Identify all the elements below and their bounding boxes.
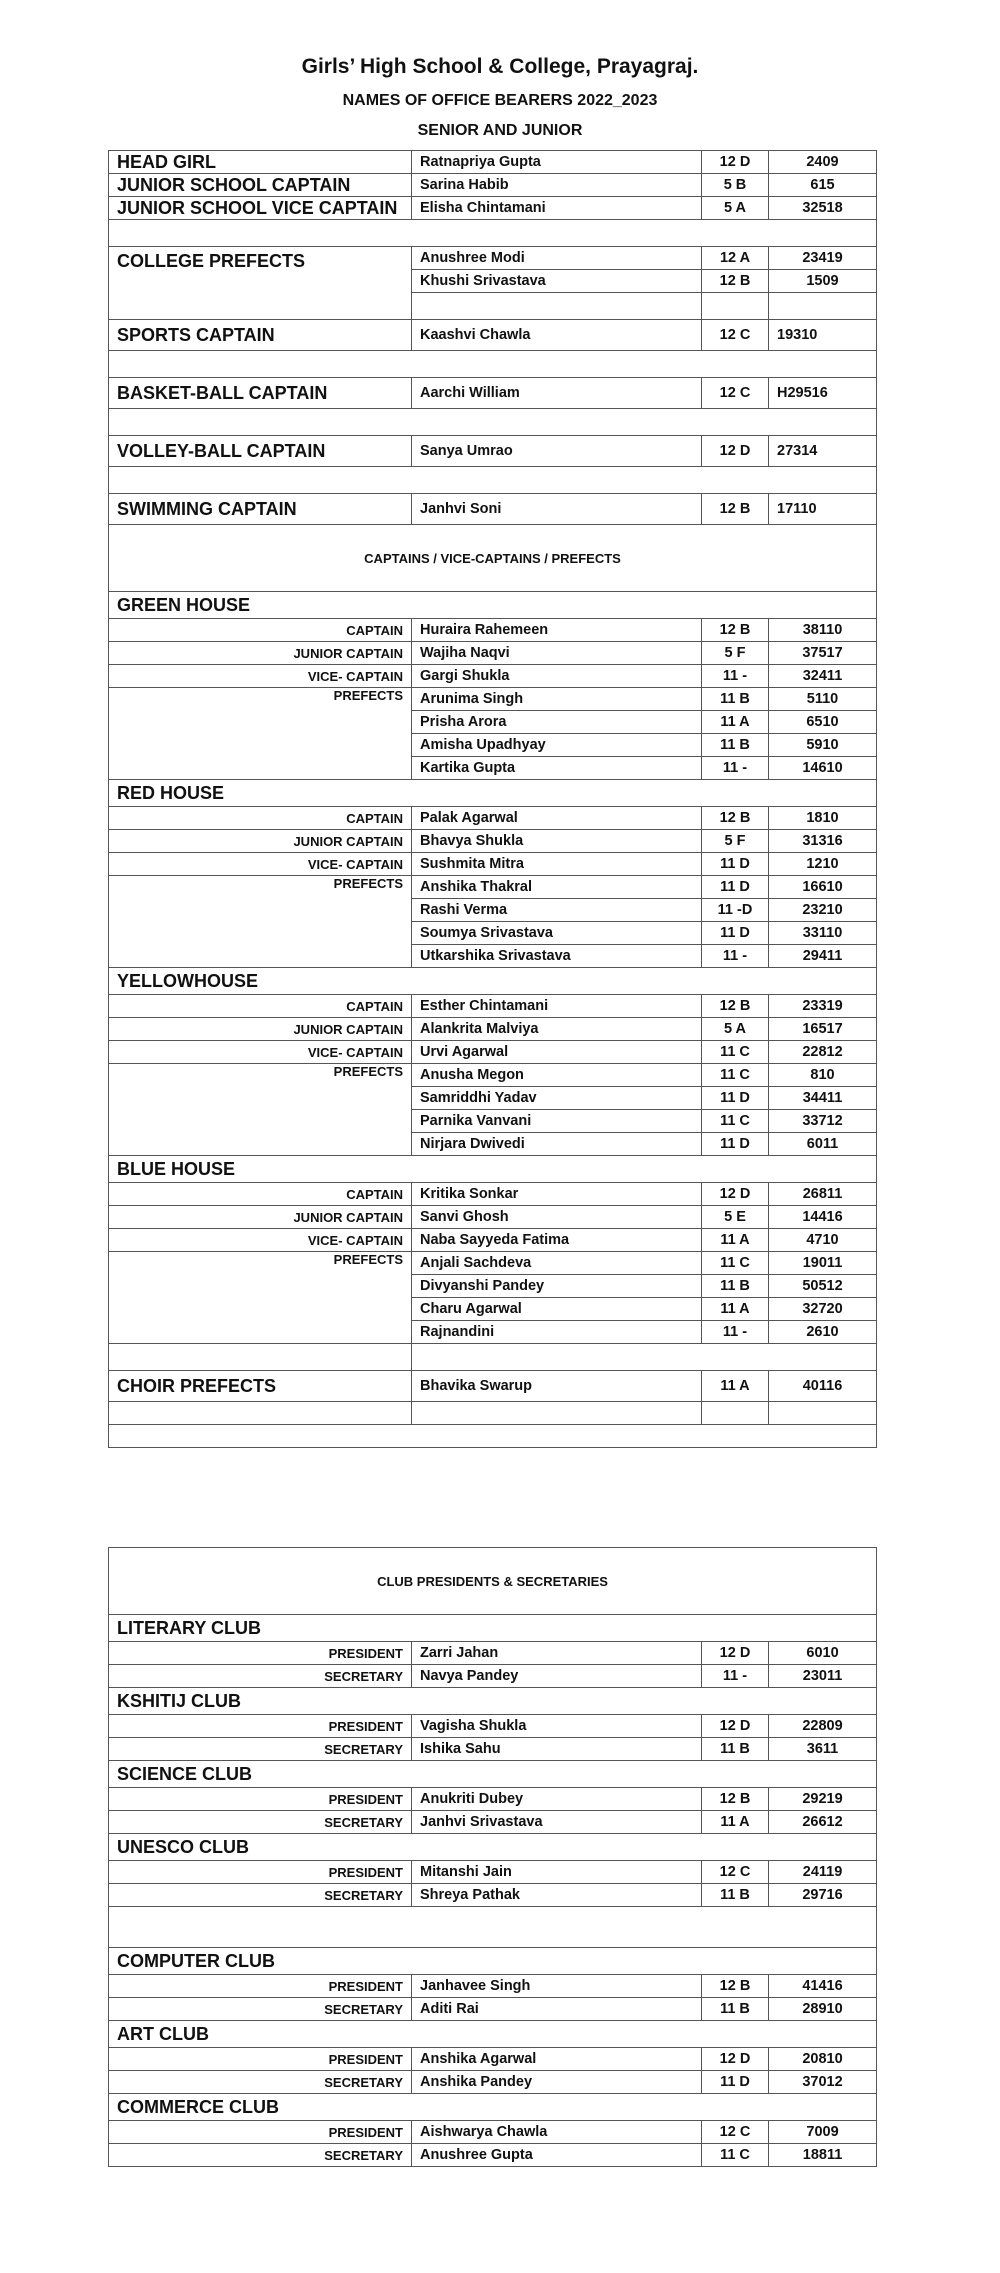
post-label: COLLEGE PREFECTS bbox=[109, 247, 412, 320]
role-label: JUNIOR CAPTAIN bbox=[109, 642, 412, 665]
student-id: 23319 bbox=[769, 995, 877, 1018]
student-name: Janhavee Singh bbox=[412, 1975, 702, 1998]
student-class: 11 D bbox=[702, 876, 769, 899]
role-label: JUNIOR CAPTAIN bbox=[109, 1018, 412, 1041]
student-class: 11 - bbox=[702, 1321, 769, 1344]
role-label: JUNIOR CAPTAIN bbox=[109, 1206, 412, 1229]
table-row bbox=[109, 1642, 877, 1665]
student-name: Divyanshi Pandey bbox=[412, 1275, 702, 1298]
post-label: VOLLEY-BALL CAPTAIN bbox=[109, 436, 412, 467]
student-class: 11 A bbox=[702, 1229, 769, 1252]
club-name: COMPUTER CLUB bbox=[109, 1948, 877, 1975]
student-id: 5910 bbox=[769, 734, 877, 757]
student-class: 12 B bbox=[702, 995, 769, 1018]
student-name: Parnika Vanvani bbox=[412, 1110, 702, 1133]
role-label: PRESIDENT bbox=[109, 2048, 412, 2071]
student-id: H29516 bbox=[769, 378, 877, 409]
role-label: JUNIOR CAPTAIN bbox=[109, 830, 412, 853]
student-class: 5 A bbox=[702, 1018, 769, 1041]
spacer-row bbox=[109, 1907, 877, 1948]
table-row bbox=[109, 1861, 877, 1884]
section-title: SENIOR AND JUNIOR bbox=[417, 122, 583, 139]
student-name: Soumya Srivastava bbox=[412, 922, 702, 945]
role-label: SECRETARY bbox=[109, 1811, 412, 1834]
house-heading-row bbox=[109, 968, 877, 995]
student-id: 23210 bbox=[769, 899, 877, 922]
post-label: BASKET-BALL CAPTAIN bbox=[109, 378, 412, 409]
club-heading-row bbox=[109, 1948, 877, 1975]
post-label: JUNIOR SCHOOL CAPTAIN bbox=[109, 174, 412, 197]
student-class: 12 B bbox=[702, 270, 769, 293]
student-id: 22809 bbox=[769, 1715, 877, 1738]
student-class: 11 C bbox=[702, 1041, 769, 1064]
student-name: Bhavya Shukla bbox=[412, 830, 702, 853]
table-row bbox=[109, 2071, 877, 2094]
student-name: Urvi Agarwal bbox=[412, 1041, 702, 1064]
table-row bbox=[109, 1229, 877, 1252]
student-name: Anshika Thakral bbox=[412, 876, 702, 899]
student-id: 40116 bbox=[769, 1371, 877, 1402]
table-row bbox=[109, 1811, 877, 1834]
student-class: 11 -D bbox=[702, 899, 769, 922]
role-label: SECRETARY bbox=[109, 2071, 412, 2094]
role-label: PREFECTS bbox=[109, 1252, 412, 1344]
student-id: 1509 bbox=[769, 270, 877, 293]
student-id: 32411 bbox=[769, 665, 877, 688]
club-heading-row bbox=[109, 2094, 877, 2121]
student-id: 3611 bbox=[769, 1738, 877, 1761]
student-name: Kartika Gupta bbox=[412, 757, 702, 780]
student-name: Sushmita Mitra bbox=[412, 853, 702, 876]
student-id: 16610 bbox=[769, 876, 877, 899]
student-id: 26612 bbox=[769, 1811, 877, 1834]
student-name: Wajiha Naqvi bbox=[412, 642, 702, 665]
student-class: 12 C bbox=[702, 320, 769, 351]
student-name: Janhvi Soni bbox=[412, 494, 702, 525]
student-id: 29219 bbox=[769, 1788, 877, 1811]
club-name: ART CLUB bbox=[109, 2021, 877, 2048]
role-label: VICE- CAPTAIN bbox=[109, 1041, 412, 1064]
student-name: Vagisha Shukla bbox=[412, 1715, 702, 1738]
student-id: 27314 bbox=[769, 436, 877, 467]
student-id: 50512 bbox=[769, 1275, 877, 1298]
student-class: 11 A bbox=[702, 1298, 769, 1321]
student-id: 23419 bbox=[769, 247, 877, 270]
spacer-cell bbox=[109, 1907, 877, 1948]
role-label: SECRETARY bbox=[109, 1884, 412, 1907]
student-class: 11 D bbox=[702, 1087, 769, 1110]
club-heading-row bbox=[109, 1688, 877, 1715]
student-id: 32518 bbox=[769, 197, 877, 220]
student-id: 23011 bbox=[769, 1665, 877, 1688]
table-row bbox=[109, 1018, 877, 1041]
student-id: 31316 bbox=[769, 830, 877, 853]
student-id: 19310 bbox=[769, 320, 877, 351]
student-name: Shreya Pathak bbox=[412, 1884, 702, 1907]
houses-section bbox=[109, 592, 877, 1344]
table-row bbox=[109, 1064, 877, 1087]
student-name: Janhvi Srivastava bbox=[412, 1811, 702, 1834]
office-bearers-table bbox=[108, 150, 877, 1448]
student-id: 33110 bbox=[769, 922, 877, 945]
student-id: 6010 bbox=[769, 1642, 877, 1665]
student-class: 11 A bbox=[702, 711, 769, 734]
student-name: Alankrita Malviya bbox=[412, 1018, 702, 1041]
student-class: 11 D bbox=[702, 853, 769, 876]
student-id: 5110 bbox=[769, 688, 877, 711]
student-class: 12 D bbox=[702, 1715, 769, 1738]
student-id: 41416 bbox=[769, 1975, 877, 1998]
house-heading-row bbox=[109, 1156, 877, 1183]
student-name: Aishwarya Chawla bbox=[412, 2121, 702, 2144]
student-name: Huraira Rahemeen bbox=[412, 619, 702, 642]
spacer-row bbox=[109, 1344, 877, 1371]
student-name: Utkarshika Srivastava bbox=[412, 945, 702, 968]
student-class: 12 B bbox=[702, 494, 769, 525]
student-id: 7009 bbox=[769, 2121, 877, 2144]
student-id: 810 bbox=[769, 1064, 877, 1087]
role-label: PRESIDENT bbox=[109, 1975, 412, 1998]
club-name: COMMERCE CLUB bbox=[109, 2094, 877, 2121]
student-name: Kritika Sonkar bbox=[412, 1183, 702, 1206]
post-label: CHOIR PREFECTS bbox=[109, 1371, 412, 1402]
document-subtitle: NAMES OF OFFICE BEARERS 2022_2023 bbox=[342, 92, 658, 109]
student-id: 6510 bbox=[769, 711, 877, 734]
table-row bbox=[109, 1998, 877, 2021]
student-name: Gargi Shukla bbox=[412, 665, 702, 688]
house-name: YELLOWHOUSE bbox=[109, 968, 877, 995]
table-row bbox=[109, 642, 877, 665]
table-row bbox=[109, 1715, 877, 1738]
role-label: SECRETARY bbox=[109, 1665, 412, 1688]
student-class: 5 F bbox=[702, 830, 769, 853]
student-class: 12 A bbox=[702, 247, 769, 270]
table-row bbox=[109, 1884, 877, 1907]
table-row bbox=[109, 1206, 877, 1229]
table-row bbox=[109, 688, 877, 711]
club-heading-row bbox=[109, 2021, 877, 2048]
table-row bbox=[109, 807, 877, 830]
student-name: Sarina Habib bbox=[412, 174, 702, 197]
student-name: Sanvi Ghosh bbox=[412, 1206, 702, 1229]
student-id: 1810 bbox=[769, 807, 877, 830]
role-label: PRESIDENT bbox=[109, 1642, 412, 1665]
spacer-row bbox=[109, 1425, 877, 1448]
role-label: PRESIDENT bbox=[109, 1861, 412, 1884]
student-class: 11 D bbox=[702, 922, 769, 945]
role-label: PRESIDENT bbox=[109, 2121, 412, 2144]
post-label: SPORTS CAPTAIN bbox=[109, 320, 412, 351]
student-name: Navya Pandey bbox=[412, 1665, 702, 1688]
student-class: 11 D bbox=[702, 2071, 769, 2094]
student-id: 32720 bbox=[769, 1298, 877, 1321]
student-class: 11 A bbox=[702, 1811, 769, 1834]
student-name: Rashi Verma bbox=[412, 899, 702, 922]
student-name: Bhavika Swarup bbox=[412, 1371, 702, 1402]
student-id: 33712 bbox=[769, 1110, 877, 1133]
student-name: Esther Chintamani bbox=[412, 995, 702, 1018]
student-class: 11 - bbox=[702, 665, 769, 688]
spacer-row bbox=[109, 409, 877, 436]
student-class: 11 - bbox=[702, 757, 769, 780]
post-label: HEAD GIRL bbox=[109, 151, 412, 174]
student-id: 14416 bbox=[769, 1206, 877, 1229]
clubs-heading: CLUB PRESIDENTS & SECRETARIES bbox=[109, 1548, 877, 1615]
post-label: JUNIOR SCHOOL VICE CAPTAIN bbox=[109, 197, 412, 220]
student-id: 29716 bbox=[769, 1884, 877, 1907]
student-name: Kaashvi Chawla bbox=[412, 320, 702, 351]
table-row bbox=[109, 197, 877, 220]
table-row bbox=[109, 995, 877, 1018]
student-name: Aarchi William bbox=[412, 378, 702, 409]
student-class: 11 B bbox=[702, 1275, 769, 1298]
student-id: 20810 bbox=[769, 2048, 877, 2071]
student-name: Anukriti Dubey bbox=[412, 1788, 702, 1811]
role-label: SECRETARY bbox=[109, 1738, 412, 1761]
clubs-section bbox=[109, 1615, 877, 2167]
student-id: 615 bbox=[769, 174, 877, 197]
student-class: 12 D bbox=[702, 1642, 769, 1665]
student-class: 5 F bbox=[702, 642, 769, 665]
spacer-row bbox=[109, 351, 877, 378]
house-heading-row bbox=[109, 592, 877, 619]
student-class: 12 C bbox=[702, 2121, 769, 2144]
student-name: Rajnandini bbox=[412, 1321, 702, 1344]
student-name: Elisha Chintamani bbox=[412, 197, 702, 220]
student-name: Anjali Sachdeva bbox=[412, 1252, 702, 1275]
student-class: 12 D bbox=[702, 436, 769, 467]
student-name: Ratnapriya Gupta bbox=[412, 151, 702, 174]
table-row bbox=[109, 378, 877, 409]
spacer-row bbox=[109, 1402, 877, 1425]
student-name: Anushree Modi bbox=[412, 247, 702, 270]
role-label: PREFECTS bbox=[109, 1064, 412, 1156]
role-label: VICE- CAPTAIN bbox=[109, 1229, 412, 1252]
student-id: 29411 bbox=[769, 945, 877, 968]
role-label: VICE- CAPTAIN bbox=[109, 665, 412, 688]
house-name: GREEN HOUSE bbox=[109, 592, 877, 619]
student-name: Mitanshi Jain bbox=[412, 1861, 702, 1884]
table-row bbox=[109, 1975, 877, 1998]
student-name: Sanya Umrao bbox=[412, 436, 702, 467]
student-id: 17110 bbox=[769, 494, 877, 525]
role-label: CAPTAIN bbox=[109, 807, 412, 830]
student-class: 11 - bbox=[702, 945, 769, 968]
student-id: 2610 bbox=[769, 1321, 877, 1344]
student-id: 22812 bbox=[769, 1041, 877, 1064]
table-row bbox=[109, 830, 877, 853]
house-name: RED HOUSE bbox=[109, 780, 877, 807]
student-class: 12 D bbox=[702, 1183, 769, 1206]
clubs-table bbox=[108, 1547, 877, 2167]
role-label: SECRETARY bbox=[109, 2144, 412, 2167]
student-id: 38110 bbox=[769, 619, 877, 642]
student-class: 5 A bbox=[702, 197, 769, 220]
table-row bbox=[109, 320, 877, 351]
student-class: 11 B bbox=[702, 734, 769, 757]
club-name: UNESCO CLUB bbox=[109, 1834, 877, 1861]
student-id: 26811 bbox=[769, 1183, 877, 1206]
student-id: 1210 bbox=[769, 853, 877, 876]
student-class: 11 B bbox=[702, 688, 769, 711]
table-row bbox=[109, 1371, 877, 1402]
student-class: 11 B bbox=[702, 1998, 769, 2021]
table-row bbox=[109, 1041, 877, 1064]
student-class: 12 B bbox=[702, 807, 769, 830]
student-class: 11 - bbox=[702, 1665, 769, 1688]
table-row bbox=[109, 876, 877, 899]
student-id: 34411 bbox=[769, 1087, 877, 1110]
student-name: Charu Agarwal bbox=[412, 1298, 702, 1321]
student-id: 18811 bbox=[769, 2144, 877, 2167]
student-name: Anushree Gupta bbox=[412, 2144, 702, 2167]
role-label: PREFECTS bbox=[109, 688, 412, 780]
table-row bbox=[109, 1252, 877, 1275]
role-label: PRESIDENT bbox=[109, 1788, 412, 1811]
student-class: 12 D bbox=[702, 151, 769, 174]
club-name: KSHITIJ CLUB bbox=[109, 1688, 877, 1715]
role-label: VICE- CAPTAIN bbox=[109, 853, 412, 876]
student-class: 11 C bbox=[702, 1110, 769, 1133]
student-class: 11 C bbox=[702, 1064, 769, 1087]
student-id: 19011 bbox=[769, 1252, 877, 1275]
student-id: 16517 bbox=[769, 1018, 877, 1041]
student-name: Samriddhi Yadav bbox=[412, 1087, 702, 1110]
student-class: 12 B bbox=[702, 619, 769, 642]
club-name: LITERARY CLUB bbox=[109, 1615, 877, 1642]
table-row bbox=[109, 853, 877, 876]
club-heading-row bbox=[109, 1834, 877, 1861]
houses-heading: CAPTAINS / VICE-CAPTAINS / PREFECTS bbox=[109, 525, 877, 592]
spacer-row bbox=[109, 220, 877, 247]
student-id: 6011 bbox=[769, 1133, 877, 1156]
club-heading-row bbox=[109, 1615, 877, 1642]
student-id: 37012 bbox=[769, 2071, 877, 2094]
student-name: Khushi Srivastava bbox=[412, 270, 702, 293]
table-row bbox=[109, 436, 877, 467]
student-name: Anshika Pandey bbox=[412, 2071, 702, 2094]
student-id: 28910 bbox=[769, 1998, 877, 2021]
table-row bbox=[109, 665, 877, 688]
table-row bbox=[109, 619, 877, 642]
table-row bbox=[109, 151, 877, 174]
house-heading-row bbox=[109, 780, 877, 807]
student-class: 5 E bbox=[702, 1206, 769, 1229]
student-name: Nirjara Dwivedi bbox=[412, 1133, 702, 1156]
student-class: 11 A bbox=[702, 1371, 769, 1402]
student-class: 12 C bbox=[702, 378, 769, 409]
post-label: SWIMMING CAPTAIN bbox=[109, 494, 412, 525]
student-id: 2409 bbox=[769, 151, 877, 174]
role-label: CAPTAIN bbox=[109, 619, 412, 642]
student-id: 14610 bbox=[769, 757, 877, 780]
student-id: 4710 bbox=[769, 1229, 877, 1252]
role-label: PRESIDENT bbox=[109, 1715, 412, 1738]
table-row bbox=[109, 1738, 877, 1761]
school-title: Girls’ High School & College, Prayagraj. bbox=[301, 55, 699, 78]
house-name: BLUE HOUSE bbox=[109, 1156, 877, 1183]
student-class: 5 B bbox=[702, 174, 769, 197]
student-name: Aditi Rai bbox=[412, 1998, 702, 2021]
student-class: 12 D bbox=[702, 2048, 769, 2071]
student-name: Arunima Singh bbox=[412, 688, 702, 711]
student-id: 24119 bbox=[769, 1861, 877, 1884]
student-name: Prisha Arora bbox=[412, 711, 702, 734]
student-name: Zarri Jahan bbox=[412, 1642, 702, 1665]
student-class: 12 B bbox=[702, 1788, 769, 1811]
student-class: 11 B bbox=[702, 1884, 769, 1907]
student-name: Ishika Sahu bbox=[412, 1738, 702, 1761]
student-id: 37517 bbox=[769, 642, 877, 665]
student-name: Anusha Megon bbox=[412, 1064, 702, 1087]
spacer-row bbox=[109, 467, 877, 494]
role-label: CAPTAIN bbox=[109, 1183, 412, 1206]
table-row bbox=[109, 2144, 877, 2167]
table-row bbox=[109, 494, 877, 525]
table-row bbox=[109, 174, 877, 197]
role-label: CAPTAIN bbox=[109, 995, 412, 1018]
student-class: 12 B bbox=[702, 1975, 769, 1998]
club-name: SCIENCE CLUB bbox=[109, 1761, 877, 1788]
student-class: 11 D bbox=[702, 1133, 769, 1156]
role-label: PREFECTS bbox=[109, 876, 412, 968]
club-heading-row bbox=[109, 1761, 877, 1788]
student-class: 12 C bbox=[702, 1861, 769, 1884]
student-class: 11 C bbox=[702, 1252, 769, 1275]
table-row bbox=[109, 2121, 877, 2144]
student-class: 11 B bbox=[702, 1738, 769, 1761]
section-heading-row bbox=[109, 525, 877, 592]
student-name: Amisha Upadhyay bbox=[412, 734, 702, 757]
table-row bbox=[109, 1183, 877, 1206]
student-name: Anshika Agarwal bbox=[412, 2048, 702, 2071]
student-name: Naba Sayyeda Fatima bbox=[412, 1229, 702, 1252]
table-row bbox=[109, 247, 877, 270]
role-label: SECRETARY bbox=[109, 1998, 412, 2021]
section-heading-row bbox=[109, 1548, 877, 1615]
student-name: Palak Agarwal bbox=[412, 807, 702, 830]
table-row bbox=[109, 1665, 877, 1688]
table-row bbox=[109, 2048, 877, 2071]
student-class: 11 C bbox=[702, 2144, 769, 2167]
table-row bbox=[109, 1788, 877, 1811]
